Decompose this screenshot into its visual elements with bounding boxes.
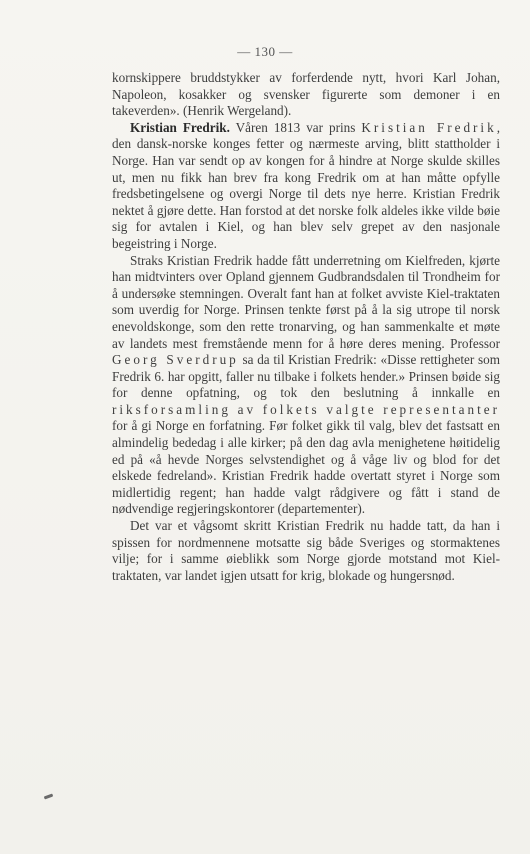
text-run: , den dansk-norske konges fetter og nærmeste arving, blitt stattholder i Norge. Han var sendt op av kongen for å hindre at Norge skulde skilles ut, men nu fikk han brev fra kong Fredrik om at han måtte opfylle fredsbetingelsene og overgi Norge til dets nye herre. Kristian Fredrik nektet å gjøre dette. Han forstod at det norske folk aldeles ikke vilde bøie sig for avtalen i Kiel, og han blev selv grepet av den nasjonale begeistring i Norge. (112, 119, 500, 251)
page-number: — 130 — (237, 44, 293, 59)
paragraph-3 (112, 253, 500, 519)
paragraph-2 (112, 120, 500, 253)
body-text (112, 70, 500, 584)
stray-mark (44, 794, 53, 800)
paragraph-4 (112, 518, 500, 584)
spaced-phrase: riksforsamling av folkets valgte representanter (112, 401, 500, 417)
text-run: Det var et vågsomt skritt Kristian Fredrik nu hadde tatt, da han i spissen for nordmennene motsatte sig både Sveriges og stormaktenes vilje; for i samme øieblikk som Norge gjorde motstand mot Kiel-traktaten, var landet igjen utsatt for krig, blokade og hungersnød. (112, 518, 500, 583)
text-run: Straks Kristian Fredrik hadde fått underretning om Kielfreden, kjørte han midtvinters over Opland gjennem Gudbrandsdalen til Trondheim for å undersøke stemningen. Overalt fant han at folket avviste Kiel-traktaten som uverdig for Norge. Prinsen tenkte først på å la sig utrope til norsk enevoldskonge, som den rette tronarving, og han sammenkalte et møte av landets mest fremstående menn for å høre deres mening. Professor (112, 252, 500, 351)
text-run: sa da til Kristian Fredrik: «Disse rettigheter som Fredrik 6. har opgitt, faller nu tilbake i folkets hender.» Prinsen bøide sig for denne opfatning, og tok den beslutning å innkalle en (112, 352, 500, 401)
text-run: for å gi Norge en forfatning. Før folket gikk til valg, blev det fastsatt en almindelig bededag i alle kirker; på den dag avla menighetene høitidelig ed på «å hevde Norges selvstendighet og å våge liv og blod for det elskede fedreland». Kristian Fredrik hadde overtatt styret i Norge som midlertidig regent; han hadde valgt rådgivere og fått i stand de nødvendige regjeringskontorer (departementer). (112, 418, 500, 517)
spaced-name: Kristian Fredrik (361, 119, 497, 135)
paragraph-1 (112, 70, 500, 120)
text-run: kornskippere bruddstykker av forferdende nytt, hvori Karl Johan, Napoleon, kosakker og svensker figurerte som demoner i en takeverden». (Henrik Wergeland). (112, 70, 500, 119)
section-heading: Kristian Fredrik. (130, 119, 230, 135)
text-run: Våren 1813 var prins (229, 119, 362, 135)
spaced-name: Georg Sverdrup (112, 352, 239, 368)
